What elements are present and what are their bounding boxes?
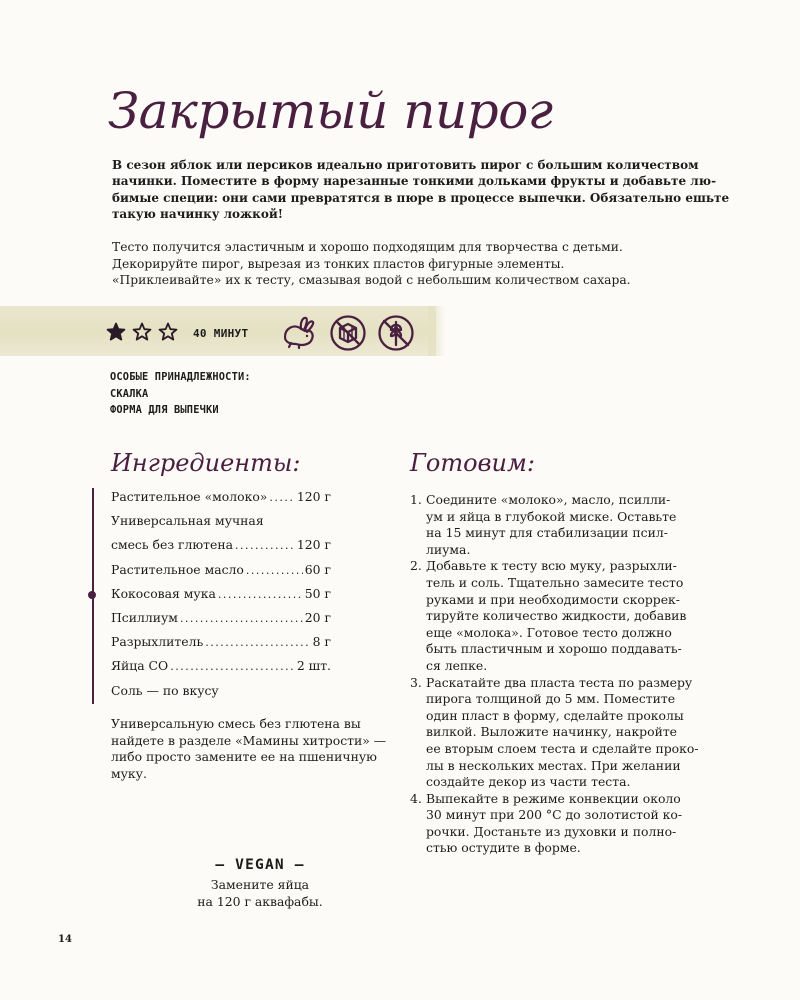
ingredient-name: Кокосовая мука xyxy=(111,585,216,601)
step-line: быть пластичным и хорошо поддавать- xyxy=(426,641,682,657)
ingredient-row xyxy=(111,537,331,561)
ingredient-leader-dots xyxy=(218,588,303,601)
ingredient-amount: 8 г xyxy=(312,634,331,650)
ingredient-name: Соль — по вкусу xyxy=(111,682,219,698)
difficulty-rating xyxy=(106,322,184,346)
ingredient-row xyxy=(111,658,331,682)
page-number: 14 xyxy=(58,934,72,945)
note-line: найдете в разделе «Мамины хитрости» — xyxy=(111,732,387,748)
cook-time: 40 МИНУТ xyxy=(193,327,249,340)
ingredient-row xyxy=(111,683,331,707)
step-line: еще «молока». Готовое тесто должно xyxy=(426,624,672,640)
step-line: создайте декор из части теста. xyxy=(426,774,631,790)
ingredient-row xyxy=(111,610,331,634)
equipment-item: ОСОБЫЕ ПРИНАДЛЕЖНОСТИ: xyxy=(110,371,251,383)
vegan-note xyxy=(150,877,370,910)
intro-bold-text xyxy=(112,157,730,222)
step-line: один пласт в форму, сделайте проколы xyxy=(426,707,684,723)
ingredient-amount: 50 г xyxy=(304,585,331,601)
ingredient-row xyxy=(111,634,331,658)
steps-list xyxy=(410,492,710,857)
ingredient-leader-dots xyxy=(235,539,295,552)
step-line: 30 минут при 200 °С до золотистой ко- xyxy=(426,807,683,823)
ingredients-rule-dot xyxy=(88,591,96,599)
ingredient-name: Универсальная мучная xyxy=(111,513,264,529)
steps-heading: Готовим: xyxy=(410,449,535,477)
step-text xyxy=(426,558,710,674)
info-band-edge xyxy=(428,306,446,356)
note-line: либо просто замените ее на пшеничную xyxy=(111,749,377,765)
ingredient-row xyxy=(111,586,331,610)
intro-bold-line: В сезон яблок или персиков идеально приготовить пирог с большим количеством xyxy=(112,158,699,172)
step-line: тируйте количество жидкости, добавив xyxy=(426,608,687,624)
ingredient-leader-dots xyxy=(205,636,310,649)
intro-line: Декорируйте пирог, вырезая из тонких пластов фигурные элементы. xyxy=(112,256,565,271)
intro-bold-line: начинки. Поместите в форму нарезанные тонкими дольками фрукты и добавьте лю- xyxy=(112,174,717,189)
ingredients-list xyxy=(111,489,331,707)
ingredient-row xyxy=(111,513,331,537)
step-text xyxy=(426,675,710,791)
step-line: лы в нескольких местах. При желании xyxy=(426,757,681,773)
equipment-item: ФОРМА ДЛЯ ВЫПЕЧКИ xyxy=(110,404,219,416)
ingredient-name: Псиллиум xyxy=(111,609,178,625)
vegan-heading: – VEGAN – xyxy=(215,857,305,873)
step-line: Раскатайте два пласта теста по размеру xyxy=(426,674,693,690)
step-number: 1. xyxy=(410,492,422,507)
step-line: Выпекайте в режиме конвекции около xyxy=(426,790,681,806)
gluten-free-icon xyxy=(377,314,415,352)
step-number: 3. xyxy=(410,674,422,690)
step-item xyxy=(410,675,710,791)
star-filled-icon xyxy=(106,322,126,342)
equipment-item: СКАЛКА xyxy=(110,387,149,400)
step-line: вилкой. Выложите начинку, накройте xyxy=(426,724,678,740)
step-line: Соедините «молоко», масло, псилли- xyxy=(426,492,671,507)
ingredient-name: Растительное «молоко» xyxy=(111,489,268,504)
step-item xyxy=(410,558,710,674)
ingredient-amount: 20 г xyxy=(304,609,331,625)
step-text xyxy=(426,791,710,857)
step-line: ум и яйца в глубокой миске. Оставьте xyxy=(426,508,677,524)
step-line: тель и соль. Тщательно замесите тесто xyxy=(426,574,684,590)
ingredient-name: смесь без глютена xyxy=(111,537,234,553)
ingredient-leader-dots xyxy=(246,564,303,577)
step-line: рочки. Достаньте из духовки и полно- xyxy=(426,823,677,839)
step-line: на 15 минут для стабилизации псил- xyxy=(426,525,668,541)
equipment-list xyxy=(110,369,251,419)
ingredient-amount: 60 г xyxy=(304,561,331,577)
ingredient-leader-dots xyxy=(180,612,303,625)
ingredient-name: Разрыхлитель xyxy=(111,634,204,650)
note-line: муку. xyxy=(111,766,147,782)
star-empty-icon xyxy=(132,322,152,342)
recipe-title: Закрытый пирог xyxy=(108,82,553,140)
step-line: ее вторым слоем теста и сделайте проко- xyxy=(426,740,699,756)
intro-bold-line: бимые специи: они сами превратятся в пюре в процессе выпечки. Обязательно ешьте xyxy=(112,190,730,205)
ingredient-leader-dots xyxy=(170,660,295,673)
ingredient-amount: 2 шт. xyxy=(296,658,331,674)
ingredient-amount: 120 г xyxy=(296,537,331,553)
vegan-note-line: Замените яйца xyxy=(210,877,310,892)
ingredient-name: Растительное масло xyxy=(111,561,244,577)
step-line: Добавьте к тесту всю муку, разрыхли- xyxy=(426,558,677,574)
ingredient-amount: 120 г xyxy=(296,489,331,504)
step-line: стью остудите в форме. xyxy=(426,840,581,856)
step-number: 2. xyxy=(410,558,422,574)
star-empty-icon xyxy=(158,322,178,342)
step-number: 4. xyxy=(410,790,422,806)
ingredient-row xyxy=(111,562,331,586)
ingredients-heading: Ингредиенты: xyxy=(111,449,301,477)
step-item xyxy=(410,791,710,857)
ingredient-row xyxy=(111,489,331,513)
step-line: пирога толщиной до 5 мм. Поместите xyxy=(426,691,676,707)
no-sugar-icon xyxy=(329,314,367,352)
intro-line: «Приклеивайте» их к тесту, смазывая водой с небольшим количеством сахара. xyxy=(112,273,631,288)
intro-text xyxy=(112,239,697,289)
step-line: руками и при необходимости скоррек- xyxy=(426,591,680,607)
ingredient-name: Яйца СО xyxy=(111,658,169,674)
intro-bold-line: такую начинку ложкой! xyxy=(112,206,284,221)
note-line: Универсальную смесь без глютена вы xyxy=(111,716,361,731)
step-item xyxy=(410,492,710,558)
step-text xyxy=(426,492,710,558)
step-line: ся лепке. xyxy=(426,657,488,673)
step-line: лиума. xyxy=(426,541,471,557)
vegan-note-line: на 120 г аквафабы. xyxy=(197,893,323,909)
vegetarian-rabbit-icon xyxy=(281,314,319,352)
intro-line: Тесто получится эластичным и хорошо подходящим для творчества с детьми. xyxy=(112,240,623,254)
ingredients-note xyxy=(111,716,411,783)
ingredient-leader-dots xyxy=(269,491,295,504)
